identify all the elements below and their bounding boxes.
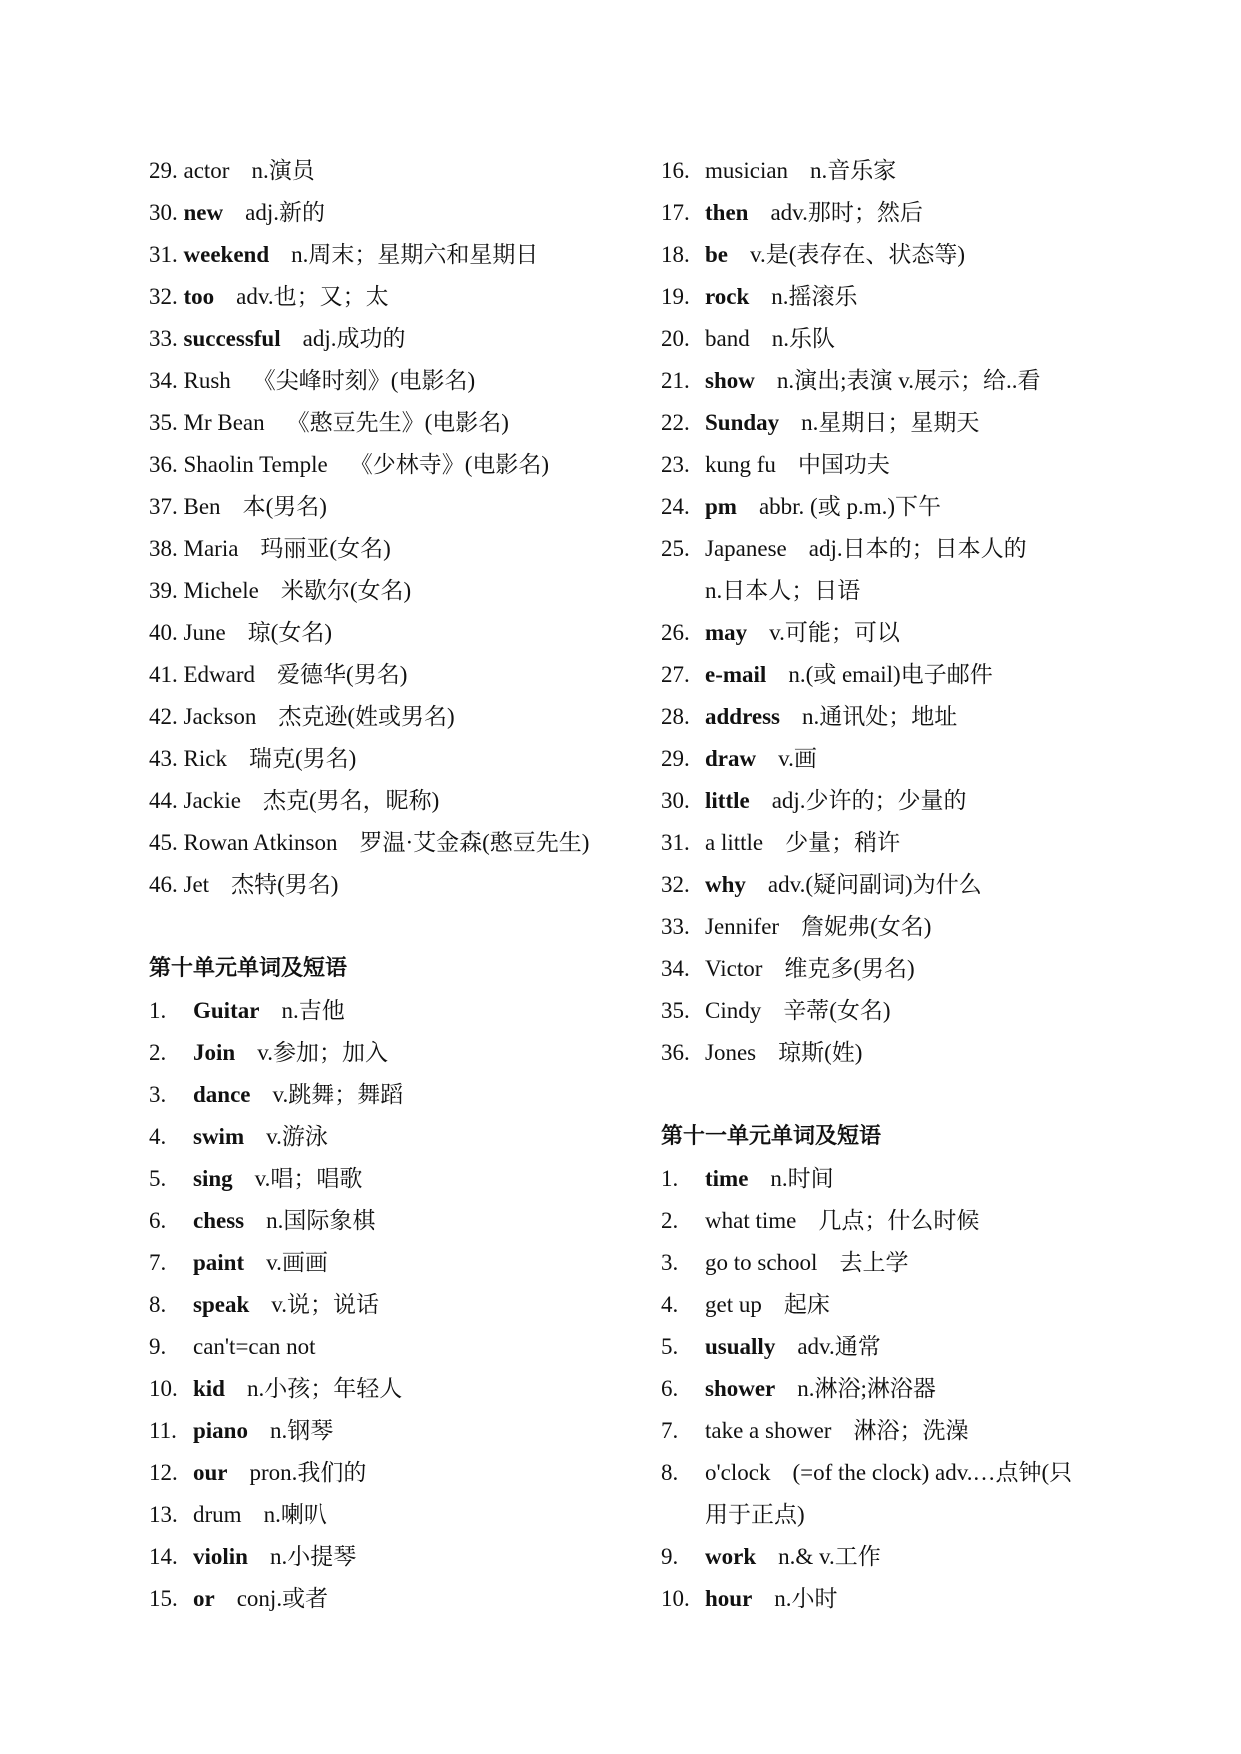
- entry-meaning: 淋浴；洗澡: [853, 1418, 969, 1443]
- vocab-entry: [149, 864, 629, 906]
- entry-number: 1.: [661, 1166, 679, 1191]
- entry-number: 13.: [149, 1502, 178, 1527]
- vocab-entry: [661, 318, 1141, 360]
- vocab-entry: [149, 1452, 629, 1494]
- entry-meaning: v.跳舞；舞蹈: [272, 1082, 404, 1107]
- vocab-entry: [149, 654, 629, 696]
- entry-meaning: 玛丽亚(女名): [260, 536, 391, 561]
- entry-word: go to school: [705, 1250, 818, 1275]
- entry-number: 4.: [149, 1124, 167, 1149]
- entry-meaning: n.演员: [251, 158, 315, 183]
- vocab-entry: [149, 192, 629, 234]
- entry-meaning: adj.日本的；日本人的: [808, 536, 1027, 561]
- entry-meaning: v.画画: [266, 1250, 328, 1275]
- vocab-entry: [661, 990, 1141, 1032]
- entry-meaning: n.小孩；年轻人: [246, 1376, 403, 1401]
- entry-meaning: n.(或 email)电子邮件: [788, 662, 993, 687]
- entry-number: 12.: [149, 1460, 178, 1485]
- entry-number: 10.: [661, 1586, 690, 1611]
- entry-word: little: [705, 788, 750, 813]
- vocab-entry: [149, 486, 629, 528]
- entry-number: 29.: [661, 746, 690, 771]
- entry-number: 9.: [149, 1334, 167, 1359]
- vocab-entry: [661, 864, 1141, 906]
- entry-word: Michele: [183, 578, 259, 603]
- entry-number: 16.: [661, 158, 690, 183]
- entry-meaning: adj.少许的；少量的: [771, 788, 967, 813]
- entry-meaning: n.喇叭: [263, 1502, 327, 1527]
- vocab-list-unit9-tail: [149, 150, 629, 906]
- vocab-entry: [149, 1242, 629, 1284]
- entry-word: time: [705, 1166, 749, 1191]
- entry-meaning: (=of the clock) adv.…点钟(只: [792, 1460, 1073, 1485]
- entry-word: Maria: [183, 536, 239, 561]
- entry-meaning: 杰克(男名，昵称): [262, 788, 440, 813]
- entry-number: 6.: [661, 1376, 679, 1401]
- entry-number: 2.: [661, 1208, 679, 1233]
- entry-word: can't=can not: [193, 1334, 316, 1359]
- entry-meaning: n.& v.工作: [778, 1544, 881, 1569]
- entry-word: shower: [705, 1376, 776, 1401]
- entry-number: 45.: [149, 830, 178, 855]
- entry-number: 38.: [149, 536, 178, 561]
- entry-number: 34.: [149, 368, 178, 393]
- entry-word: get up: [705, 1292, 762, 1317]
- entry-meaning: 杰特(男名): [231, 872, 339, 897]
- vocab-entry: [661, 444, 1141, 486]
- entry-meaning: v.游泳: [266, 1124, 328, 1149]
- entry-meaning: n.通讯处；地址: [802, 704, 958, 729]
- entry-meaning: 爱德华(男名): [277, 662, 408, 687]
- entry-number: 33.: [661, 914, 690, 939]
- unit11-heading: 第十一单元单词及短语: [661, 1124, 882, 1149]
- entry-word: show: [705, 368, 755, 393]
- entry-meaning: n.小时: [774, 1586, 838, 1611]
- entry-meaning: v.唱；唱歌: [254, 1166, 363, 1191]
- vocab-entry: [149, 990, 629, 1032]
- entry-word: Jennifer: [705, 914, 780, 939]
- entry-word: drum: [193, 1502, 242, 1527]
- entry-word: address: [705, 704, 780, 729]
- vocab-entry: [149, 612, 629, 654]
- entry-meaning: 去上学: [839, 1250, 909, 1275]
- entry-meaning: n.乐队: [771, 326, 835, 351]
- entry-word: Shaolin Temple: [183, 452, 328, 477]
- entry-number: 34.: [661, 956, 690, 981]
- entry-word: Mr Bean: [183, 410, 265, 435]
- entry-meaning: 瑞克(男名): [248, 746, 357, 771]
- entry-number: 35.: [149, 410, 178, 435]
- entry-number: 17.: [661, 200, 690, 225]
- entry-number: 36.: [661, 1040, 690, 1065]
- entry-meaning: 米歇尔(女名): [280, 578, 412, 603]
- vocab-entry: [661, 1200, 1141, 1242]
- vocab-entry: [661, 528, 1141, 570]
- vocab-entry: [149, 1410, 629, 1452]
- vocab-entry: [149, 528, 629, 570]
- entry-word: Jackson: [183, 704, 257, 729]
- entry-word: rock: [705, 284, 750, 309]
- entry-meaning: abbr. (或 p.m.)下午: [758, 494, 942, 519]
- entry-word: Victor: [705, 956, 763, 981]
- entry-word: Edward: [183, 662, 256, 687]
- entry-number: 20.: [661, 326, 690, 351]
- spacer: [149, 906, 629, 948]
- entry-number: 35.: [661, 998, 690, 1023]
- entry-meaning: 《尖峰时刻》(电影名): [252, 368, 476, 393]
- entry-number: 11.: [149, 1418, 177, 1443]
- entry-meaning: 本(男名): [242, 494, 327, 519]
- vocab-entry: [149, 234, 629, 276]
- vocab-entry: [149, 1536, 629, 1578]
- vocab-entry: [661, 1326, 1141, 1368]
- vocab-entry: [661, 192, 1141, 234]
- vocab-list-unit10-part1: [149, 990, 629, 1620]
- entry-number: 22.: [661, 410, 690, 435]
- entry-word: Rush: [183, 368, 231, 393]
- entry-word: June: [183, 620, 226, 645]
- entry-word: work: [705, 1544, 757, 1569]
- entry-word: a little: [705, 830, 764, 855]
- entry-meaning: 辛蒂(女名): [783, 998, 891, 1023]
- vocab-entry: [149, 1494, 629, 1536]
- entry-word: Join: [193, 1040, 236, 1065]
- entry-word: successful: [183, 326, 281, 351]
- entry-number: 7.: [149, 1250, 167, 1275]
- entry-word: then: [705, 200, 749, 225]
- entry-meaning: adv.通常: [797, 1334, 881, 1359]
- entry-word: Jet: [183, 872, 210, 897]
- entry-number: 42.: [149, 704, 178, 729]
- entry-word: be: [705, 242, 728, 267]
- entry-number: 5.: [661, 1334, 679, 1359]
- entry-word: chess: [193, 1208, 245, 1233]
- entry-meaning: adv.(疑问副词)为什么: [767, 872, 982, 897]
- spacer: [661, 1074, 1141, 1116]
- entry-meaning: adv.那时；然后: [770, 200, 923, 225]
- right-column: [661, 150, 1141, 1620]
- left-column: [149, 150, 629, 1620]
- entry-number: 32.: [149, 284, 178, 309]
- entry-word: speak: [193, 1292, 250, 1317]
- vocab-entry: [661, 150, 1141, 192]
- entry-number: 5.: [149, 1166, 167, 1191]
- vocab-entry: [149, 822, 629, 864]
- unit10-heading: 第十单元单词及短语: [149, 956, 348, 981]
- vocab-entry: [661, 1368, 1141, 1410]
- vocab-entry: [149, 570, 629, 612]
- entry-meaning: 《少林寺》(电影名): [349, 452, 550, 477]
- entry-word: hour: [705, 1586, 753, 1611]
- entry-meaning: 杰克逊(姓或男名): [278, 704, 455, 729]
- entry-word: Guitar: [193, 998, 260, 1023]
- entry-number: 6.: [149, 1208, 167, 1233]
- vocab-entry: [661, 486, 1141, 528]
- entry-word: our: [193, 1460, 228, 1485]
- entry-word: piano: [193, 1418, 248, 1443]
- entry-number: 44.: [149, 788, 178, 813]
- entry-number: 33.: [149, 326, 178, 351]
- entry-number: 4.: [661, 1292, 679, 1317]
- entry-number: 40.: [149, 620, 178, 645]
- entry-meaning: adj.成功的: [302, 326, 406, 351]
- vocab-entry: [661, 1158, 1141, 1200]
- entry-word: dance: [193, 1082, 251, 1107]
- vocab-entry: [149, 1200, 629, 1242]
- entry-meaning: conj.或者: [236, 1586, 329, 1611]
- entry-number: 10.: [149, 1376, 178, 1401]
- entry-number: 7.: [661, 1418, 679, 1443]
- entry-meaning-continued: 用于正点): [705, 1502, 805, 1527]
- entry-number: 26.: [661, 620, 690, 645]
- entry-word: Cindy: [705, 998, 762, 1023]
- entry-number: 37.: [149, 494, 178, 519]
- vocab-entry: [661, 402, 1141, 444]
- entry-number: 36.: [149, 452, 178, 477]
- vocab-entry: [661, 1032, 1141, 1074]
- entry-meaning: 琼(女名): [247, 620, 332, 645]
- vocab-entry: [661, 738, 1141, 780]
- vocab-entry: [149, 1116, 629, 1158]
- entry-word: usually: [705, 1334, 776, 1359]
- entry-meaning: 詹妮弗(女名): [801, 914, 932, 939]
- entry-meaning: 罗温·艾金森(憨豆先生): [359, 830, 590, 855]
- entry-word: too: [183, 284, 215, 309]
- vocab-entry: [661, 654, 1141, 696]
- entry-number: 31.: [149, 242, 178, 267]
- entry-word: why: [705, 872, 746, 897]
- entry-meaning: v.画: [778, 746, 817, 771]
- vocab-entry: [149, 276, 629, 318]
- entry-word: sing: [193, 1166, 233, 1191]
- entry-number: 23.: [661, 452, 690, 477]
- entry-number: 21.: [661, 368, 690, 393]
- entry-number: 43.: [149, 746, 178, 771]
- vocab-entry: [149, 1368, 629, 1410]
- vocab-entry: [149, 444, 629, 486]
- entry-meaning: v.是(表存在、状态等): [750, 242, 966, 267]
- entry-number: 32.: [661, 872, 690, 897]
- vocab-entry: [661, 360, 1141, 402]
- entry-number: 19.: [661, 284, 690, 309]
- vocab-entry: [661, 276, 1141, 318]
- entry-meaning: n.星期日；星期天: [801, 410, 980, 435]
- vocab-entry: [149, 402, 629, 444]
- vocab-entry: [149, 1284, 629, 1326]
- entry-number: 24.: [661, 494, 690, 519]
- entry-word: Japanese: [705, 536, 787, 561]
- entry-word: kung fu: [705, 452, 776, 477]
- vocab-entry: [149, 696, 629, 738]
- vocab-entry: [661, 822, 1141, 864]
- entry-meaning: adv.也；又；太: [236, 284, 389, 309]
- entry-word: Jones: [705, 1040, 757, 1065]
- vocab-entry: [661, 1452, 1141, 1494]
- entry-meaning: n.时间: [770, 1166, 834, 1191]
- entry-number: 3.: [149, 1082, 167, 1107]
- entry-word: musician: [705, 158, 789, 183]
- entry-meaning: 几点；什么时候: [818, 1208, 980, 1233]
- entry-number: 41.: [149, 662, 178, 687]
- vocab-entry: [149, 1032, 629, 1074]
- entry-meaning: v.说；说话: [271, 1292, 380, 1317]
- entry-number: 3.: [661, 1250, 679, 1275]
- entry-number: 30.: [661, 788, 690, 813]
- entry-meaning: 起床: [783, 1292, 830, 1317]
- entry-word: kid: [193, 1376, 225, 1401]
- vocab-entry: [149, 1074, 629, 1116]
- entry-number: 14.: [149, 1544, 178, 1569]
- entry-meaning: n.摇滚乐: [771, 284, 858, 309]
- entry-number: 18.: [661, 242, 690, 267]
- entry-word: take a shower: [705, 1418, 832, 1443]
- vocab-entry: [149, 318, 629, 360]
- vocab-entry: [661, 234, 1141, 276]
- entry-word: may: [705, 620, 748, 645]
- entry-number: 46.: [149, 872, 178, 897]
- entry-number: 29.: [149, 158, 178, 183]
- vocab-entry: [661, 1242, 1141, 1284]
- entry-number: 30.: [149, 200, 178, 225]
- vocab-list-unit11: [661, 1158, 1141, 1620]
- entry-meaning: n.音乐家: [810, 158, 897, 183]
- entry-word: Sunday: [705, 410, 780, 435]
- entry-number: 39.: [149, 578, 178, 603]
- vocab-entry: [661, 780, 1141, 822]
- entry-word: Rowan Atkinson: [183, 830, 338, 855]
- entry-meaning-continued: n.日本人；日语: [705, 578, 861, 603]
- vocab-entry: [661, 1284, 1141, 1326]
- entry-word: Jackie: [183, 788, 241, 813]
- vocab-entry: [661, 696, 1141, 738]
- vocab-entry: [149, 1578, 629, 1620]
- entry-meaning: adj.新的: [245, 200, 325, 225]
- entry-meaning: n.周末；星期六和星期日: [291, 242, 539, 267]
- entry-word: pm: [705, 494, 737, 519]
- vocab-entry: [661, 1578, 1141, 1620]
- entry-number: 8.: [661, 1460, 679, 1485]
- entry-meaning: n.钢琴: [269, 1418, 334, 1443]
- entry-word: band: [705, 326, 750, 351]
- entry-word: e-mail: [705, 662, 767, 687]
- entry-meaning: n.淋浴;淋浴器: [797, 1376, 936, 1401]
- entry-word: draw: [705, 746, 757, 771]
- entry-word: what time: [705, 1208, 797, 1233]
- entry-meaning: 少量；稍许: [785, 830, 901, 855]
- entry-meaning: v.参加；加入: [257, 1040, 388, 1065]
- entry-word: violin: [193, 1544, 248, 1569]
- vocab-entry: [149, 738, 629, 780]
- vocab-entry: [661, 612, 1141, 654]
- vocab-entry: [661, 1410, 1141, 1452]
- entry-word: Ben: [183, 494, 221, 519]
- entry-meaning: 琼斯(姓): [778, 1040, 863, 1065]
- entry-meaning: n.演出;表演 v.展示；给..看: [776, 368, 1041, 393]
- entry-word: new: [183, 200, 224, 225]
- vocab-entry: [661, 948, 1141, 990]
- entry-meaning: 中国功夫: [797, 452, 890, 477]
- entry-word: paint: [193, 1250, 245, 1275]
- entry-word: or: [193, 1586, 215, 1611]
- entry-meaning: 维克多(男名): [784, 956, 915, 981]
- entry-meaning: n.吉他: [281, 998, 345, 1023]
- entry-meaning: pron.我们的: [249, 1460, 367, 1485]
- entry-number: 25.: [661, 536, 690, 561]
- entry-word: swim: [193, 1124, 245, 1149]
- entry-number: 31.: [661, 830, 690, 855]
- entry-number: 1.: [149, 998, 167, 1023]
- entry-number: 27.: [661, 662, 690, 687]
- entry-meaning: n.小提琴: [269, 1544, 357, 1569]
- vocab-entry: [149, 360, 629, 402]
- entry-word: weekend: [183, 242, 270, 267]
- entry-word: o'clock: [705, 1460, 771, 1485]
- vocab-entry: [149, 1158, 629, 1200]
- entry-word: Rick: [183, 746, 227, 771]
- vocab-entry: [661, 906, 1141, 948]
- entry-number: 2.: [149, 1040, 167, 1065]
- entry-number: 28.: [661, 704, 690, 729]
- entry-meaning: 《憨豆先生》(电影名): [286, 410, 509, 435]
- entry-word: actor: [183, 158, 230, 183]
- entry-number: 8.: [149, 1292, 167, 1317]
- entry-number: 9.: [661, 1544, 679, 1569]
- vocab-list-unit10-part2: [661, 150, 1141, 1074]
- entry-number: 15.: [149, 1586, 178, 1611]
- entry-meaning: n.国际象棋: [266, 1208, 376, 1233]
- vocab-entry: [661, 1536, 1141, 1578]
- vocab-entry: [149, 1326, 629, 1368]
- vocab-entry: [149, 780, 629, 822]
- vocab-entry: [149, 150, 629, 192]
- entry-meaning: v.可能；可以: [769, 620, 900, 645]
